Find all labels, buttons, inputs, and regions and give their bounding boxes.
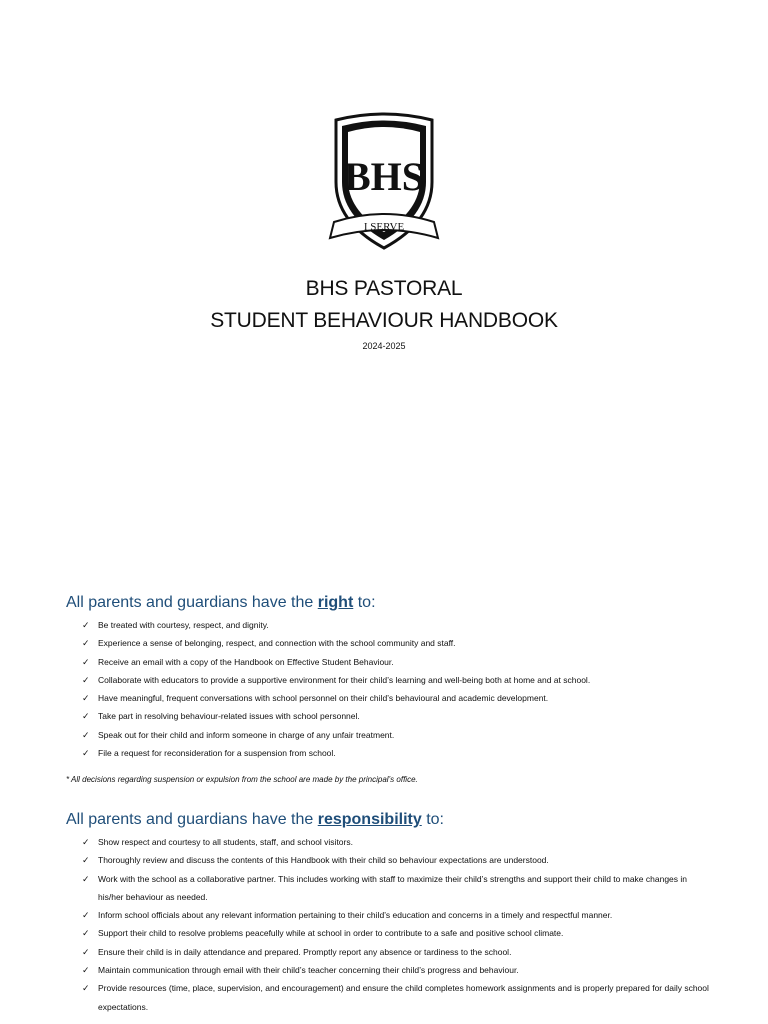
check-icon: ✓ — [82, 711, 90, 722]
check-icon: ✓ — [82, 620, 90, 630]
list-item: ✓ Experience a sense of belonging, respect, and connection with the school community and staff. — [80, 634, 710, 652]
list-item: ✓ Thoroughly review and discuss the contents of this Handbook with their child so behaviour expectations are understood. — [80, 851, 710, 869]
school-crest-icon — [328, 110, 440, 252]
check-icon: ✓ — [82, 729, 90, 740]
check-icon: ✓ — [82, 748, 90, 759]
list-item: ✓ Receive an email with a copy of the Handbook on Effective Student Behaviour. — [80, 653, 710, 671]
responsibilities-keyword: responsibility — [317, 811, 422, 828]
svg-text:BHS: BHS — [343, 154, 425, 199]
list-item: ✓ Speak out for their child and inform someone in charge of any unfair treatment. — [80, 726, 710, 744]
responsibilities-list — [80, 833, 710, 1016]
suspension-note: * All decisions regarding suspension or expulsion from the school are made by the principal’s office. — [66, 775, 418, 784]
list-item: ✓ Have meaningful, frequent conversations with school personnel on their child’s behavioural and academic development. — [80, 689, 710, 707]
list-item: ✓ Support their child to resolve problems peacefully while at school in order to contribute to a safe and positive school climate. — [80, 924, 710, 942]
check-icon: ✓ — [82, 928, 90, 939]
page-subtitle: STUDENT BEHAVIOUR HANDBOOK — [210, 309, 558, 332]
list-item: ✓ Collaborate with educators to provide a supportive environment for their child’s learning and well-being both at home and at school. — [80, 671, 710, 689]
check-icon: ✓ — [82, 693, 90, 704]
list-item: ✓ Show respect and courtesy to all students, staff, and school visitors. — [80, 833, 710, 851]
check-icon: ✓ — [82, 674, 90, 685]
check-icon: ✓ — [82, 965, 90, 976]
responsibilities-heading: All parents and guardians have the responsibility to: — [66, 811, 444, 828]
list-item: ✓ File a request for reconsideration for a suspension from school. — [80, 744, 710, 762]
check-icon: ✓ — [82, 656, 90, 667]
list-item: ✓ Inform school officials about any relevant information pertaining to their child’s education and concerns in a timely and respectful manner. — [80, 906, 710, 924]
check-icon: ✓ — [82, 983, 90, 994]
check-icon: ✓ — [82, 873, 90, 884]
rights-list — [80, 616, 710, 762]
check-icon: ✓ — [82, 837, 90, 847]
page-title: BHS PASTORAL — [305, 277, 463, 300]
rights-keyword: right — [317, 594, 354, 611]
svg-text:I SERVE: I SERVE — [363, 221, 405, 233]
check-icon: ✓ — [82, 946, 90, 957]
list-item: ✓ Maintain communication through email with their child’s teacher concerning their child’s progress and behaviour. — [80, 961, 710, 979]
list-item: ✓ Work with the school as a collaborative partner. This includes working with staff to maximize their child’s strengths and support their child to make changes in his/her behaviour as needed. — [80, 870, 710, 907]
year-label: 2024-2025 — [362, 341, 406, 351]
check-icon: ✓ — [82, 910, 90, 921]
rights-heading: All parents and guardians have the right to: — [66, 594, 376, 611]
list-item: ✓ Provide resources (time, place, supervision, and encouragement) and ensure the child completes homework assignments and is properly prepared for daily school expectations. — [80, 979, 710, 1016]
check-icon: ✓ — [82, 855, 90, 866]
list-item: ✓ Be treated with courtesy, respect, and dignity. — [80, 616, 710, 634]
list-item: ✓ Take part in resolving behaviour-related issues with school personnel. — [80, 707, 710, 725]
check-icon: ✓ — [82, 638, 90, 649]
list-item: ✓ Ensure their child is in daily attendance and prepared. Promptly report any absence or tardiness to the school. — [80, 943, 710, 961]
